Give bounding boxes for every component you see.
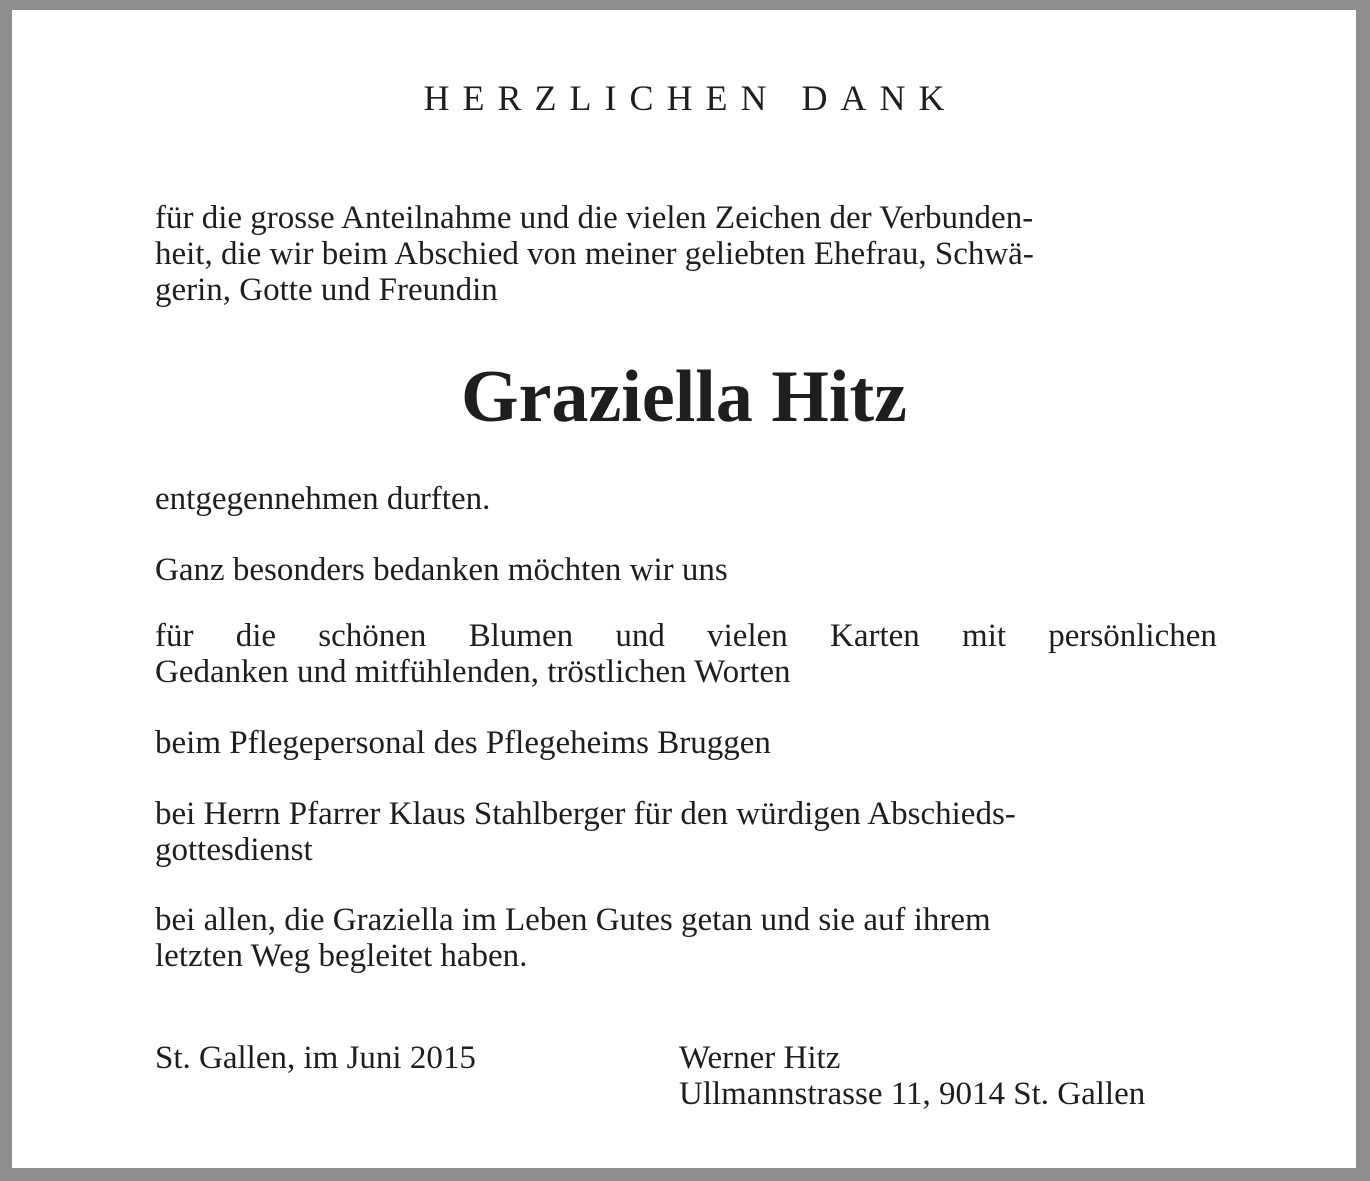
intro-line-3: gerin, Gotte und Freundin [155,272,498,308]
flowers-line-1: für die schönen Blumen und vielen Karten mit persönlichen [155,618,1217,654]
page-title: HERZLICHEN DANK [423,78,958,118]
thanks-intro-text: Ganz besonders bedanken möchten wir uns [155,552,728,588]
intro-paragraph [155,200,1217,308]
flowers-paragraph [155,618,1217,690]
signer-name: Werner Hitz [679,1040,841,1076]
received-text: entgegennehmen durften. [155,481,491,517]
deceased-name: Graziella Hitz [461,356,907,438]
place-date: St. Gallen, im Juni 2015 [155,1040,476,1076]
everyone-line-2: letzten Weg begleitet haben. [155,938,528,974]
flowers-line-2: Gedanken und mitfühlenden, tröstlichen Worten [155,654,791,690]
everyone-line-1: bei allen, die Graziella im Leben Gutes getan und sie auf ihrem [155,902,991,938]
intro-line-1: für die grosse Anteilnahme und die vielen Zeichen der Verbunden- [155,200,1034,236]
pastor-paragraph [155,796,1217,868]
everyone-paragraph [155,902,1217,974]
care-text: beim Pflegepersonal des Pflegeheims Bruggen [155,725,771,761]
obituary-card [12,10,1356,1168]
pastor-line-2: gottesdienst [155,832,313,868]
intro-line-2: heit, die wir beim Abschied von meiner geliebten Ehefrau, Schwä- [155,236,1034,272]
pastor-line-1: bei Herrn Pfarrer Klaus Stahlberger für den würdigen Abschieds- [155,796,1016,832]
signer-address: Ullmannstrasse 11, 9014 St. Gallen [679,1076,1146,1112]
